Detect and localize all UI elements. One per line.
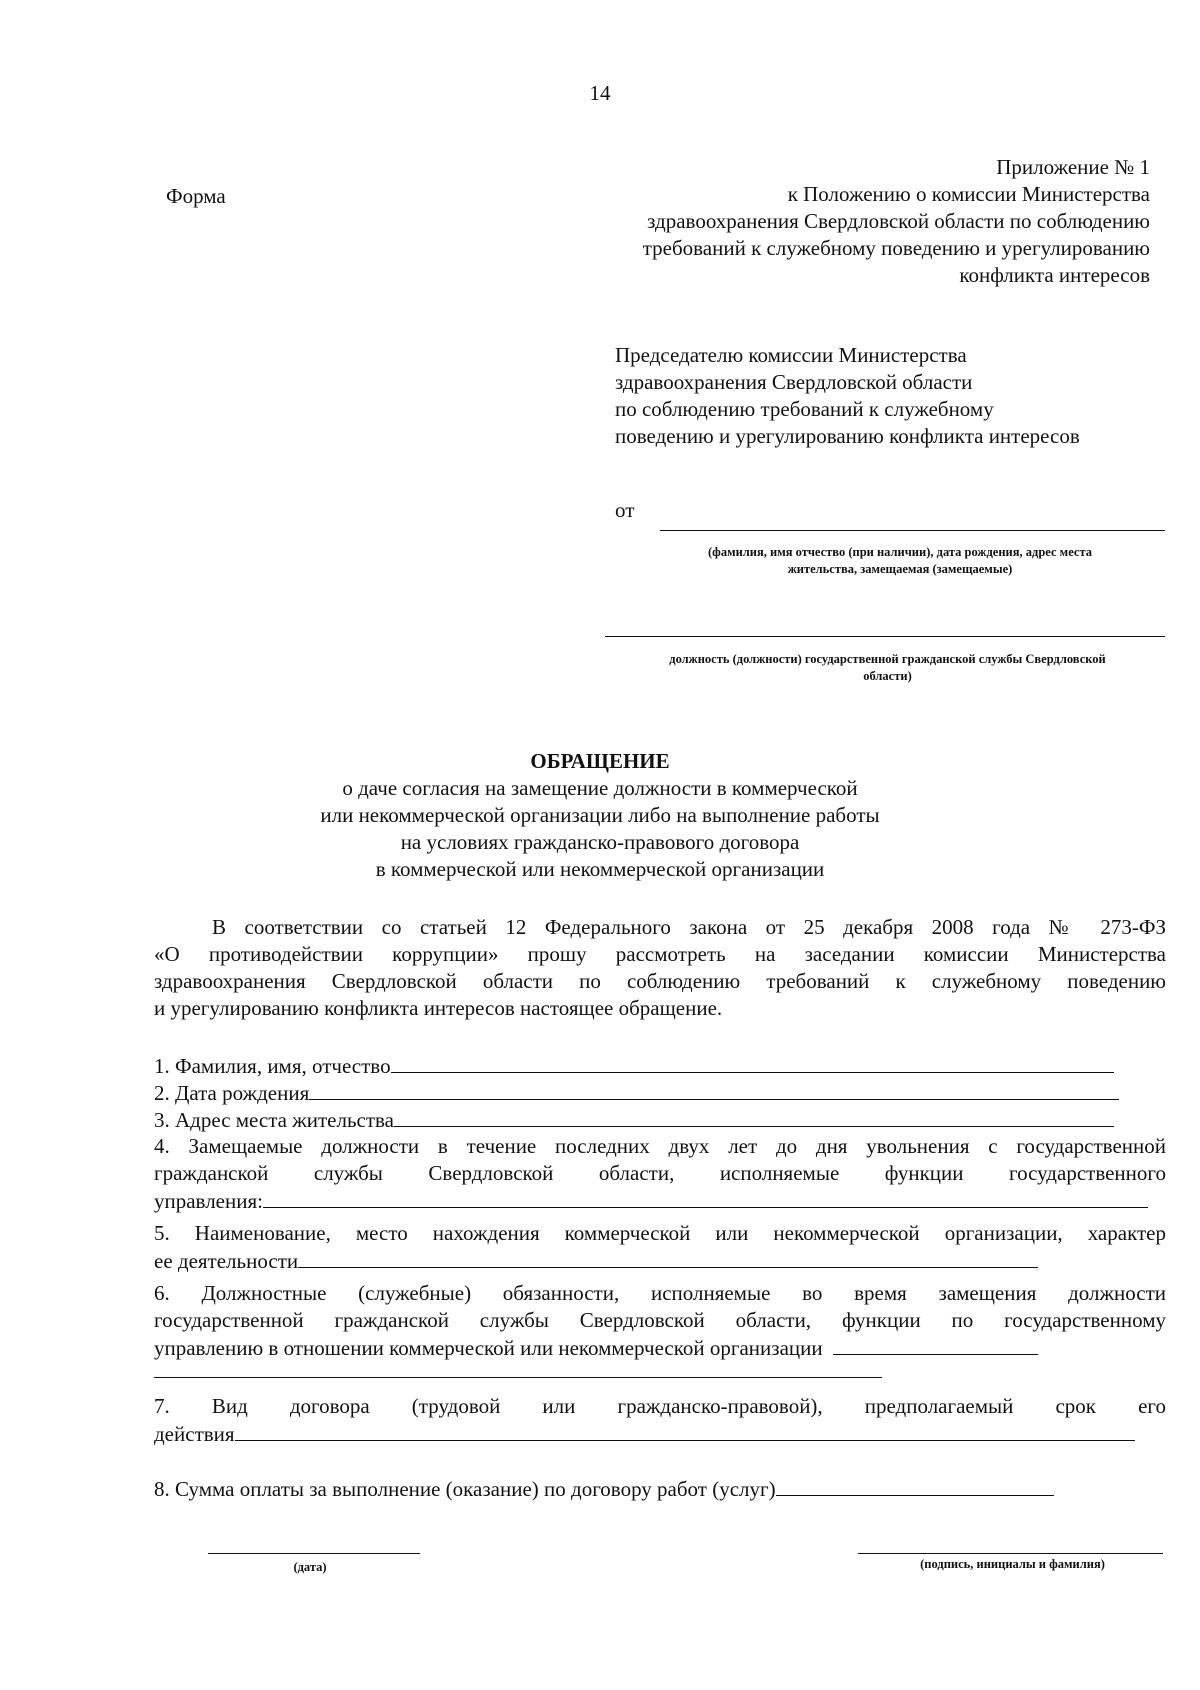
- addressee-line: поведению и урегулированию конфликта интересов: [615, 424, 1080, 448]
- organization-input-line[interactable]: [298, 1247, 1038, 1268]
- intro-line: «О противодействии коррупции» прошу рассмотреть на заседании комиссии Министерства: [154, 942, 1166, 966]
- field-label: действия: [154, 1422, 235, 1446]
- intro-line: и урегулированию конфликта интересов настоящее обращение.: [154, 996, 723, 1020]
- field-payment: [154, 1475, 1166, 1503]
- appendix-line: Приложение № 1: [996, 155, 1150, 179]
- addressee-line: Председателю комиссии Министерства: [615, 343, 967, 367]
- intro-line: В соответствии со статьей 12 Федерального закона от 25 декабря 2008 года № 273-ФЗ: [212, 915, 1166, 939]
- field-6-line: государственной гражданской службы Свердловской области, функции по государственному: [154, 1308, 1166, 1332]
- signature-line[interactable]: [858, 1553, 1163, 1554]
- from-label: от: [615, 498, 635, 522]
- full-name-input-line[interactable]: [391, 1052, 1114, 1073]
- page-number: 14: [589, 81, 611, 105]
- payment-input-line[interactable]: [776, 1475, 1054, 1496]
- signature-label: (подпись, инициалы и фамилия): [920, 1557, 1105, 1571]
- positions-input-line[interactable]: [263, 1187, 1148, 1208]
- field-4-line: гражданской службы Свердловской области, исполняемые функции государственного: [154, 1161, 1166, 1185]
- appendix-line: к Положению о комиссии Министерства: [787, 182, 1150, 206]
- field-duties: [154, 1334, 1166, 1362]
- field-label: 3. Адрес места жительства: [154, 1108, 394, 1132]
- title-line: в коммерческой или некоммерческой организации: [375, 857, 825, 881]
- from-fill-line[interactable]: [660, 530, 1165, 531]
- hint-line: (фамилия, имя отчество (при наличии), дата рождения, адрес места: [708, 545, 1092, 559]
- position-fill-line[interactable]: [605, 636, 1165, 637]
- field-label: ее деятельности: [154, 1249, 299, 1273]
- field-positions: [154, 1187, 1166, 1215]
- title-line: или некоммерческой организации либо на выполнение работы: [320, 803, 880, 827]
- duties-extra-line[interactable]: [154, 1377, 882, 1378]
- addressee-line: здравоохранения Свердловской области: [615, 370, 973, 394]
- field-5-line: 5. Наименование, место нахождения коммерческой или некоммерческой организации, характер: [154, 1221, 1166, 1245]
- field-full-name: [154, 1052, 1166, 1080]
- field-contract-term: [154, 1420, 1166, 1448]
- field-4-line: 4. Замещаемые должности в течение последних двух лет до дня увольнения с государственной: [154, 1134, 1166, 1158]
- from-hint: [640, 544, 1160, 578]
- appendix-block: [500, 154, 1150, 289]
- field-label: управлению в отношении коммерческой или некоммерческой организации: [154, 1336, 823, 1360]
- addressee-block: [615, 342, 1175, 450]
- field-label: 1. Фамилия, имя, отчество: [154, 1054, 391, 1078]
- addressee-line: по соблюдению требований к служебному: [615, 397, 994, 421]
- title-line: на условиях гражданско-правового договора: [400, 830, 800, 854]
- field-label: 8. Сумма оплаты за выполнение (оказание) по договору работ (услуг): [154, 1477, 776, 1501]
- field-6-line: 6. Должностные (служебные) обязанности, исполняемые во время замещения должности: [154, 1281, 1166, 1305]
- hint-line: жительства, замещаемая (замещаемые): [787, 562, 1013, 576]
- document-title: [200, 748, 1000, 883]
- birth-date-input-line[interactable]: [309, 1079, 1119, 1100]
- intro-line: здравоохранения Свердловской области по соблюдению требований к служебному поведению: [154, 969, 1166, 993]
- intro-paragraph: [154, 914, 1166, 1022]
- hint-line: должность (должности) государственной гражданской службы Свердловской: [669, 652, 1106, 666]
- field-address: [154, 1106, 1166, 1134]
- field-label: 2. Дата рождения: [154, 1081, 310, 1105]
- field-label: управления:: [154, 1189, 263, 1213]
- field-7-line: 7. Вид договора (трудовой или гражданско-правовой), предполагаемый срок его: [154, 1394, 1166, 1418]
- field-organization: [154, 1247, 1166, 1275]
- duties-input-line[interactable]: [833, 1334, 1038, 1355]
- title-main: ОБРАЩЕНИЕ: [530, 749, 670, 773]
- date-label: (дата): [293, 1560, 327, 1574]
- appendix-line: конфликта интересов: [959, 263, 1150, 287]
- title-line: о даче согласия на замещение должности в коммерческой: [342, 776, 858, 800]
- field-birth-date: [154, 1079, 1166, 1107]
- appendix-line: здравоохранения Свердловской области по соблюдению: [647, 209, 1150, 233]
- address-input-line[interactable]: [394, 1106, 1114, 1127]
- hint-line: области): [863, 669, 912, 683]
- form-label: Форма: [166, 184, 226, 208]
- date-line[interactable]: [208, 1553, 420, 1554]
- contract-term-input-line[interactable]: [235, 1420, 1135, 1441]
- position-hint: [605, 651, 1170, 685]
- appendix-line: требований к служебному поведению и урегулированию: [642, 236, 1150, 260]
